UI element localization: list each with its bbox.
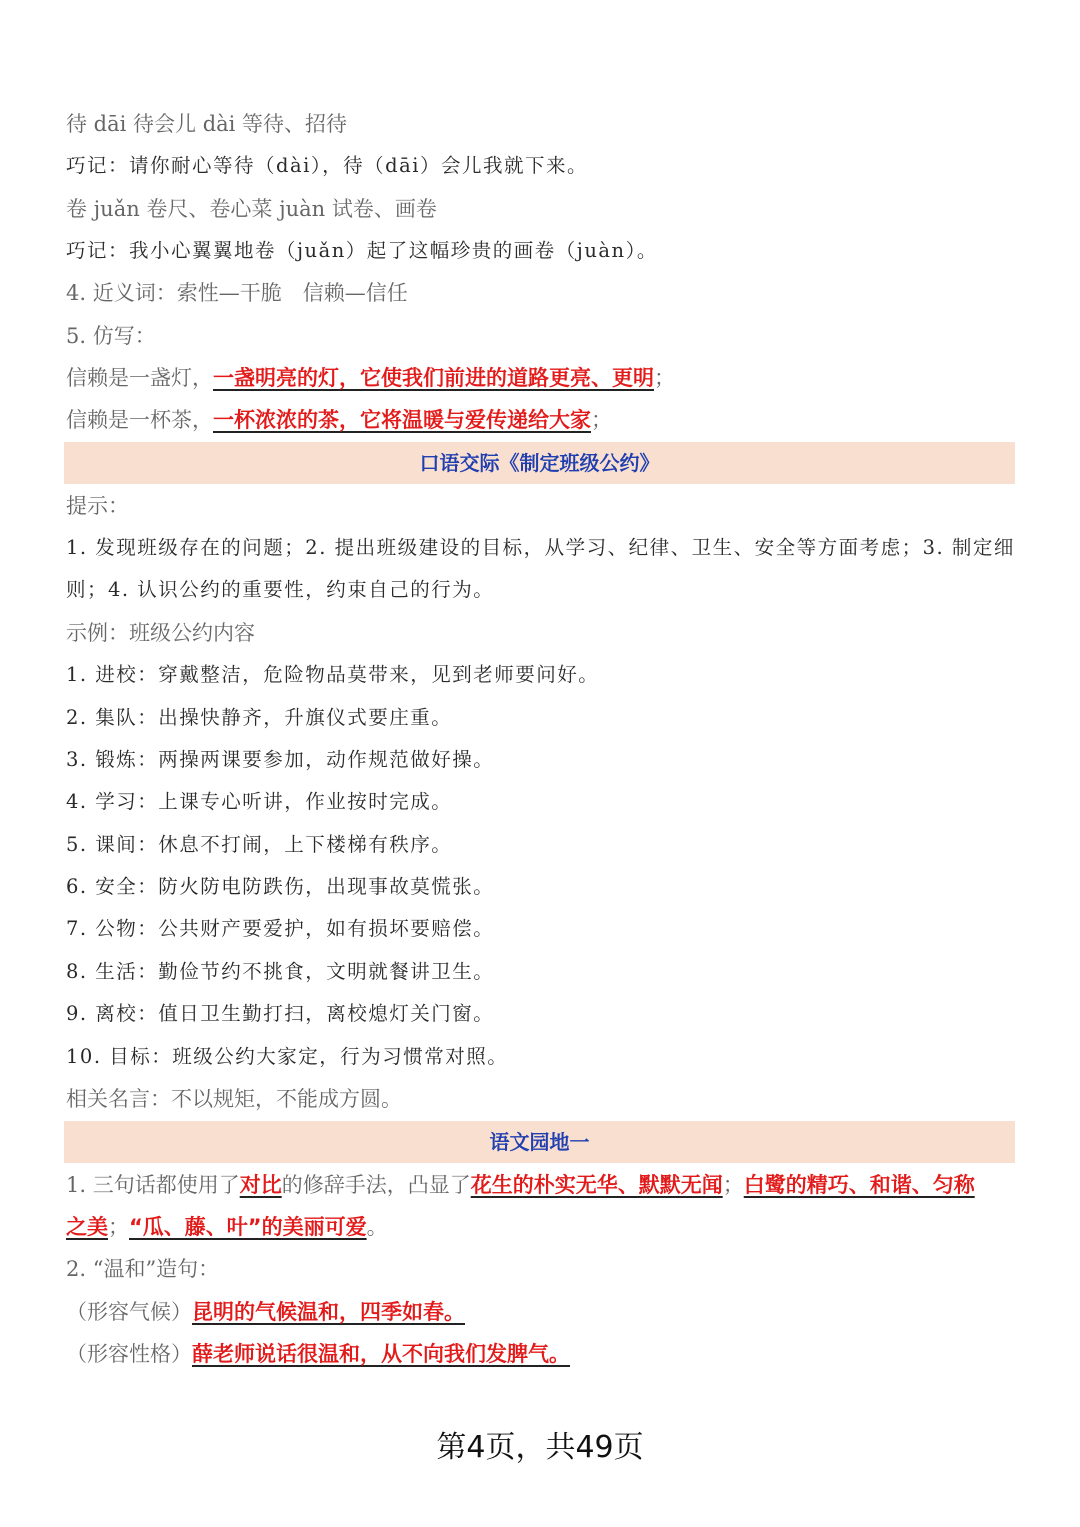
text-line: 1. 发现班级存在的问题；2. 提出班级建设的目标，从学习、纪律、卫生、安全等方面考虑；3. 制定细 [66,536,1015,559]
answer-text: 对比 [239,1173,282,1197]
section-title: 语文园地一 [64,1121,1015,1163]
punctuation: ； [654,366,675,390]
answer-text: 白鹭的精巧、和谐、匀称 [743,1173,975,1197]
list-item: 6. 安全：防火防电防跌伤，出现事故莫慌张。 [66,875,495,898]
punctuation: ； [722,1173,744,1197]
list-item: 8. 生活：勤俭节约不挑食，文明就餐讲卫生。 [66,960,495,983]
answer-text: 花生的朴实无华、默默无闻 [470,1173,723,1197]
list-item: 10. 目标：班级公约大家定，行为习惯常对照。 [66,1045,509,1068]
list-item: 3. 锻炼：两操两课要参加，动作规范做好操。 [66,748,495,771]
text-line [66,358,1016,398]
prompt-text: （形容气候） [66,1300,192,1324]
punctuation: ； [108,1215,129,1239]
text-line: 相关名言：不以规矩，不能成方圆。 [66,1087,402,1111]
list-item: 5. 课间：休息不打闹，上下楼梯有秩序。 [66,833,453,856]
list-item: 4. 学习：上课专心听讲，作业按时完成。 [66,790,453,813]
list-item: 1. 进校：穿戴整洁，危险物品莫带来，见到老师要问好。 [66,663,600,686]
list-item: 9. 离校：值日卫生勤打扫，离校熄灯关门窗。 [66,1002,495,1025]
text-line: 卷 juǎn 卷尺、卷心菜 juàn 试卷、画卷 [66,197,437,221]
text-line [66,1292,1016,1332]
prompt-text: 1. 三句话都使用了 [66,1173,240,1197]
prompt-text: 的修辞手法，凸显了 [281,1173,471,1197]
text-line [66,400,1016,440]
text-line: 则；4. 认识公约的重要性，约束自己的行为。 [66,578,495,601]
text-line [66,1165,1016,1205]
answer-text: 薛老师说话很温和，从不向我们发脾气。 [192,1342,570,1366]
text-line [66,1207,1016,1247]
punctuation: ； [591,408,612,432]
text-line: 巧记：我小心翼翼地卷（juǎn）起了这幅珍贵的画卷（juàn）。 [66,239,658,262]
text-line: 4. 近义词：索性—干脆 信赖—信任 [66,281,408,305]
text-line: 待 dāi 待会儿 dài 等待、招待 [66,112,348,136]
answer-text: 一盏明亮的灯，它使我们前进的道路更亮、更明 [213,366,654,390]
prompt-text: 信赖是一盏灯， [66,366,213,390]
page-number: 第4页，共49页 [436,1430,644,1465]
list-item: 2. 集队：出操快静齐，升旗仪式要庄重。 [66,706,453,729]
text-line: 5. 仿写： [66,324,156,348]
text-line: 提示： [66,494,129,518]
prompt-text: （形容性格） [66,1342,192,1366]
section-title: 口语交际《制定班级公约》 [64,442,1015,484]
text-line: 示例：班级公约内容 [66,621,255,645]
answer-text: 之美 [66,1215,108,1239]
punctuation: 。 [366,1215,388,1239]
text-line: 2. “温和”造句： [66,1257,220,1281]
answer-text: “瓜、藤、叶”的美丽可爱 [129,1215,367,1239]
answer-text: 一杯浓浓的茶，它将温暖与爱传递给大家 [213,408,591,432]
answer-text: 昆明的气候温和，四季如春。 [192,1300,465,1324]
prompt-text: 信赖是一杯茶， [66,408,213,432]
text-line: 巧记：请你耐心等待（dài），待（dāi）会儿我就下来。 [66,154,588,177]
list-item: 7. 公物：公共财产要爱护，如有损坏要赔偿。 [66,917,495,940]
text-line [66,1334,1016,1374]
